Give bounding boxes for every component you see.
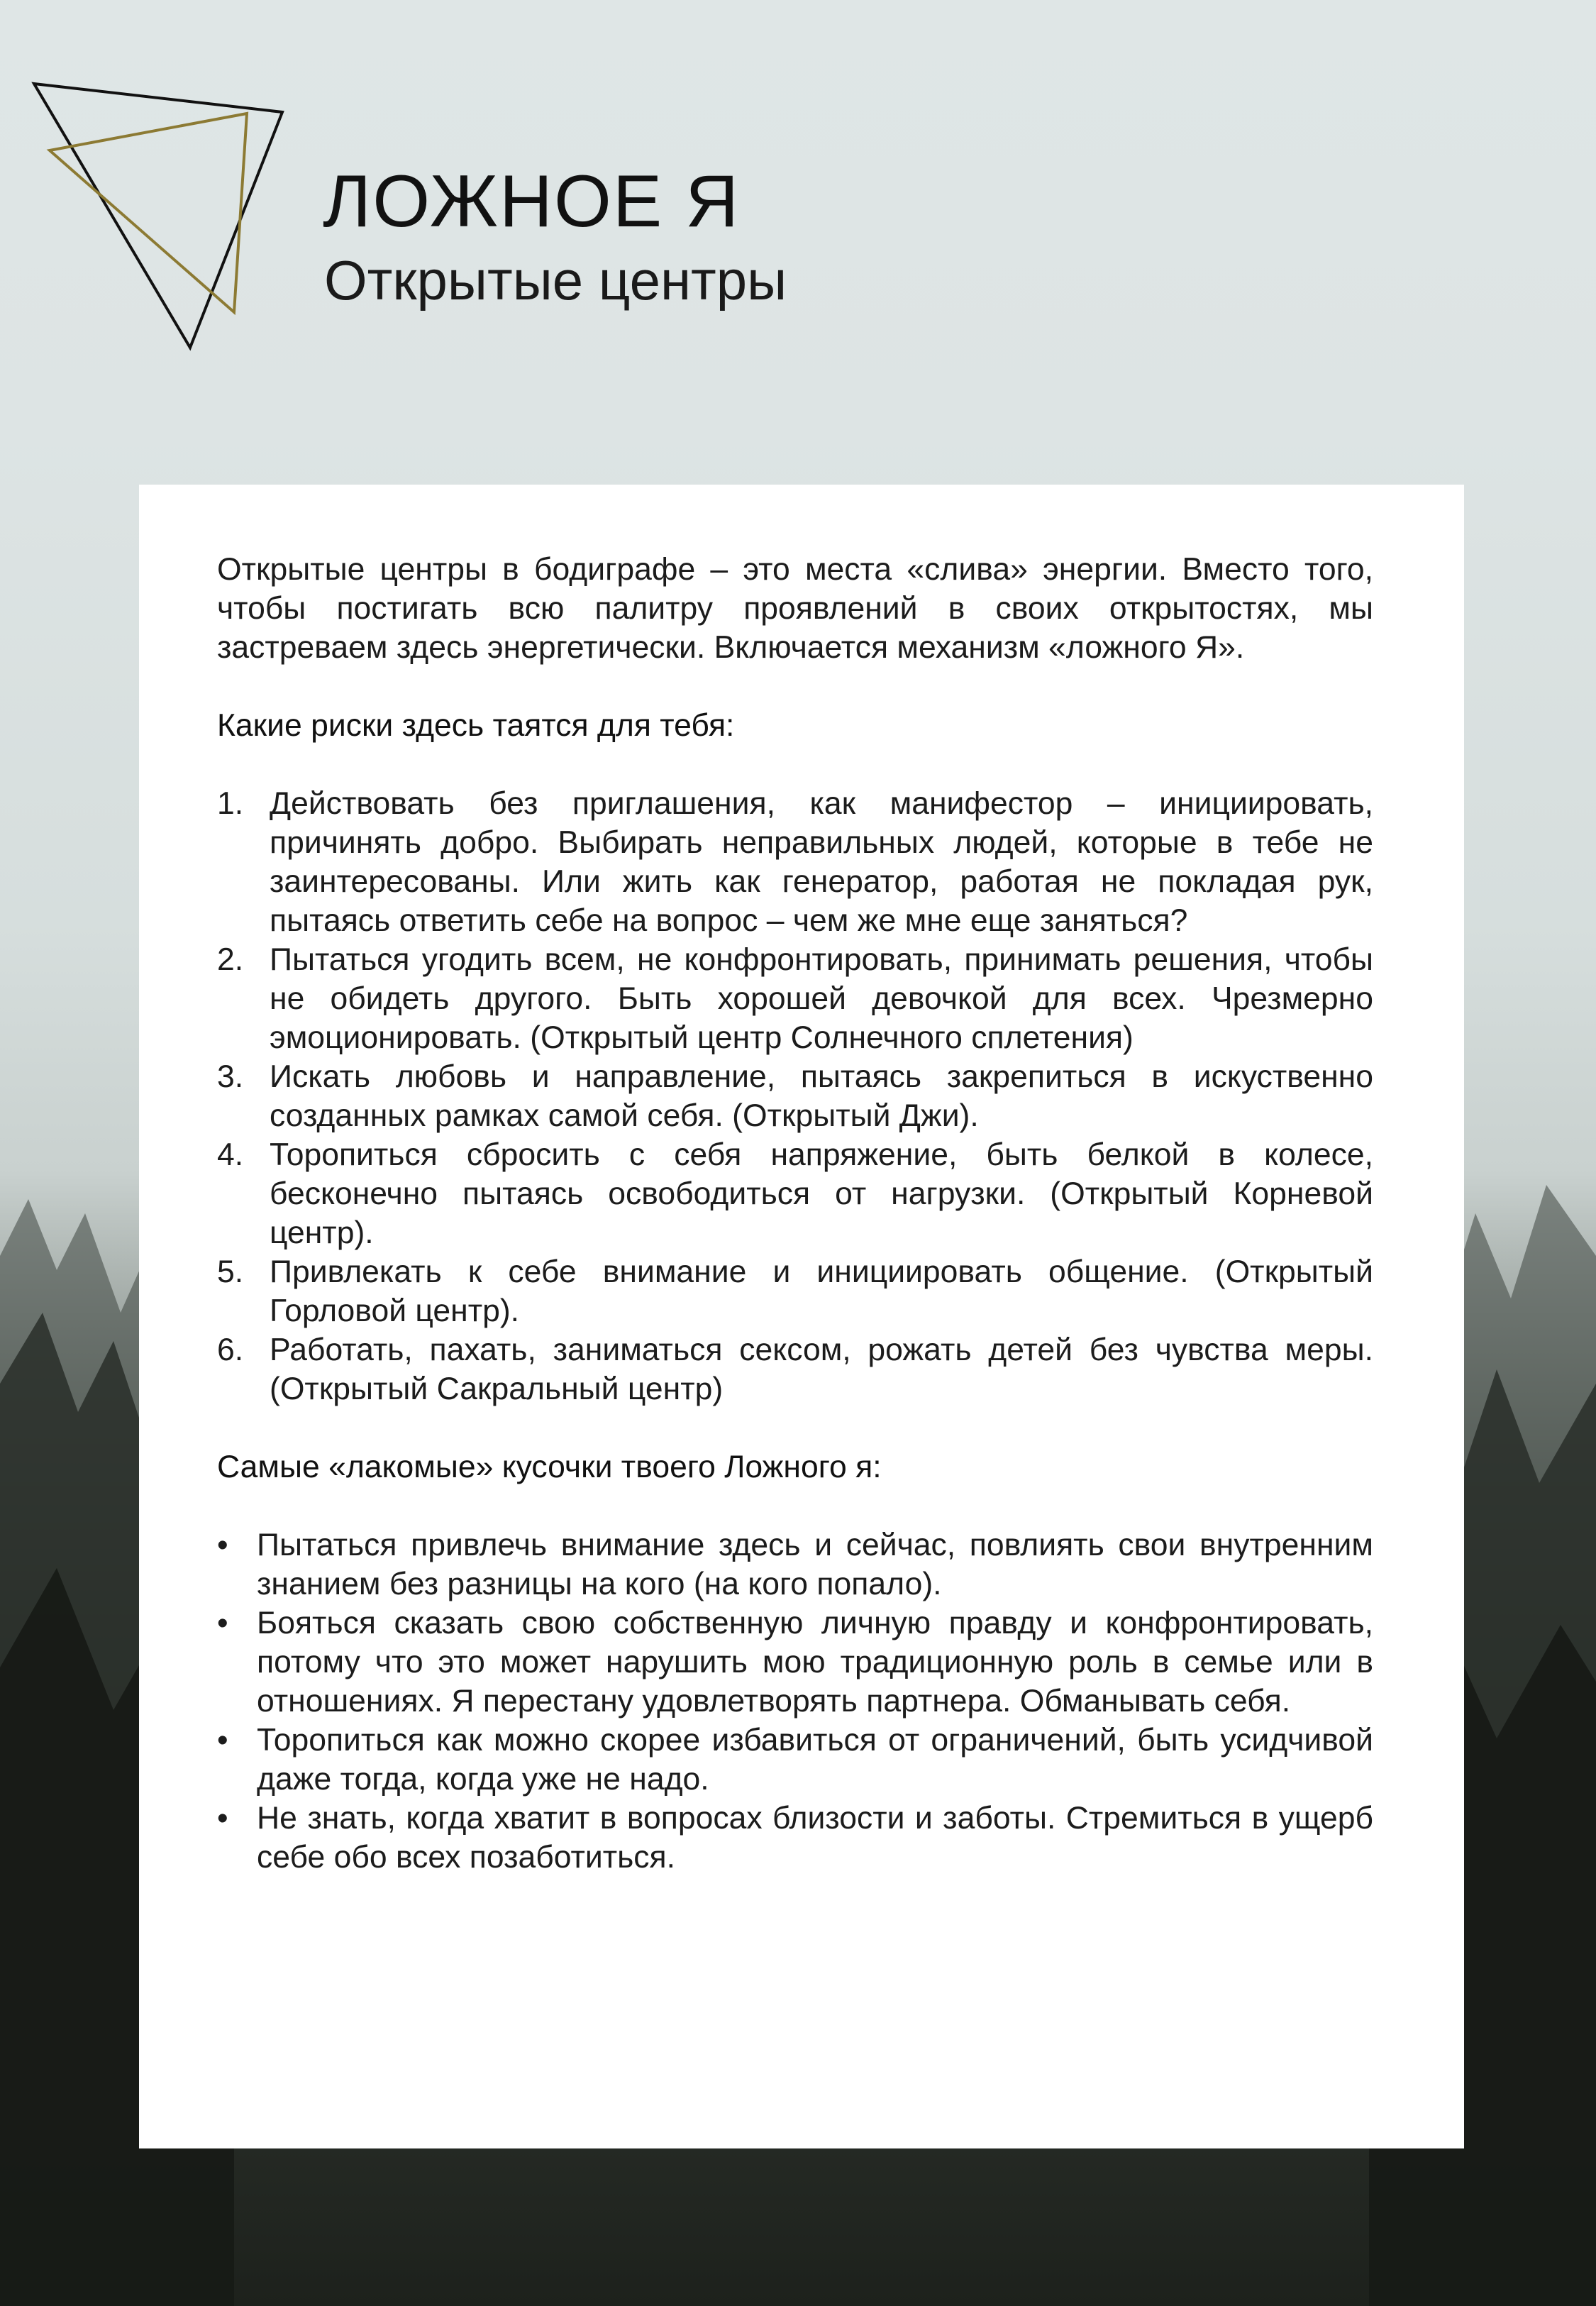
treats-heading: Самые «лакомые» кусочки твоего Ложного я: <box>217 1450 882 1484</box>
risks-list <box>217 784 1373 1408</box>
list-item-text: Привлекать к себе внимание и инициировать общение. (Открытый Горловой центр). <box>270 1254 1373 1328</box>
list-item <box>217 1721 1373 1799</box>
list-item <box>217 1057 1373 1135</box>
list-item-text: Бояться сказать свою собственную личную правду и конфронтировать, потому что это может нарушить мою традиционную роль в семье или в отношениях. Я перестану удовлетворять партнера. Обманывать себя. <box>257 1606 1373 1719</box>
list-item <box>217 784 1373 940</box>
list-item <box>217 1799 1373 1877</box>
treats-list <box>217 1526 1373 1877</box>
list-item-text: Искать любовь и направление, пытаясь закрепиться в искуственно созданных рамках самой себя. (Открытый Джи). <box>270 1059 1373 1133</box>
list-number: 4. <box>217 1137 244 1172</box>
list-item <box>217 1252 1373 1330</box>
content-card <box>139 485 1464 2148</box>
bullet-icon: • <box>217 1801 228 1836</box>
intro-paragraph: Открытые центры в бодиграфе – это места «слива» энергии. Вместо того, чтобы постигать всю палитру проявлений в своих открытостях, мы застреваем здесь энергетически. Включается механизм «ложного Я». <box>217 552 1373 665</box>
list-item <box>217 940 1373 1057</box>
list-number: 6. <box>217 1333 244 1367</box>
bullet-icon: • <box>217 1528 228 1562</box>
list-item-text: Работать, пахать, заниматься сексом, рожать детей без чувства меры. (Открытый Сакральный центр) <box>270 1333 1373 1406</box>
list-number: 3. <box>217 1059 244 1094</box>
list-item-text: Торопиться как можно скорее избавиться от ограничений, быть усидчивой даже тогда, когда уже не надо. <box>257 1723 1373 1797</box>
page-subtitle: Открытые центры <box>324 249 787 311</box>
double-triangle-logo-icon <box>28 78 291 355</box>
list-item <box>217 1330 1373 1408</box>
list-item <box>217 1526 1373 1604</box>
list-number: 5. <box>217 1254 244 1289</box>
list-item <box>217 1604 1373 1721</box>
card-content <box>217 550 1373 1877</box>
list-item-text: Не знать, когда хватит в вопросах близости и заботы. Стремиться в ущерб себе обо всех позаботиться. <box>257 1801 1373 1875</box>
list-item <box>217 1135 1373 1252</box>
bullet-icon: • <box>217 1606 228 1640</box>
list-item-text: Торопиться сбросить с себя напряжение, быть белкой в колесе, бесконечно пытаясь освободиться от нагрузки. (Открытый Корневой центр). <box>270 1137 1373 1250</box>
page-title: ЛОЖНОЕ Я <box>323 160 741 243</box>
list-number: 1. <box>217 786 244 821</box>
list-number: 2. <box>217 942 244 977</box>
list-item-text: Пытаться угодить всем, не конфронтировать, принимать решения, чтобы не обидеть другого. Быть хорошей девочкой для всех. Чрезмерно эмоционировать. (Открытый центр Солнечного сплетения) <box>270 942 1373 1055</box>
list-item-text: Действовать без приглашения, как манифестор – инициировать, причинять добро. Выбирать неправильных людей, которые в тебе не заинтересованы. Или жить как генератор, работая не покладая рук, пытаясь ответить себе на вопрос – чем же мне еще заняться? <box>270 786 1373 938</box>
risks-heading: Какие риски здесь таятся для тебя: <box>217 708 735 743</box>
bullet-icon: • <box>217 1723 228 1758</box>
list-item-text: Пытаться привлечь внимание здесь и сейчас, повлиять свои внутренним знанием без разницы на кого (на кого попало). <box>257 1528 1373 1601</box>
